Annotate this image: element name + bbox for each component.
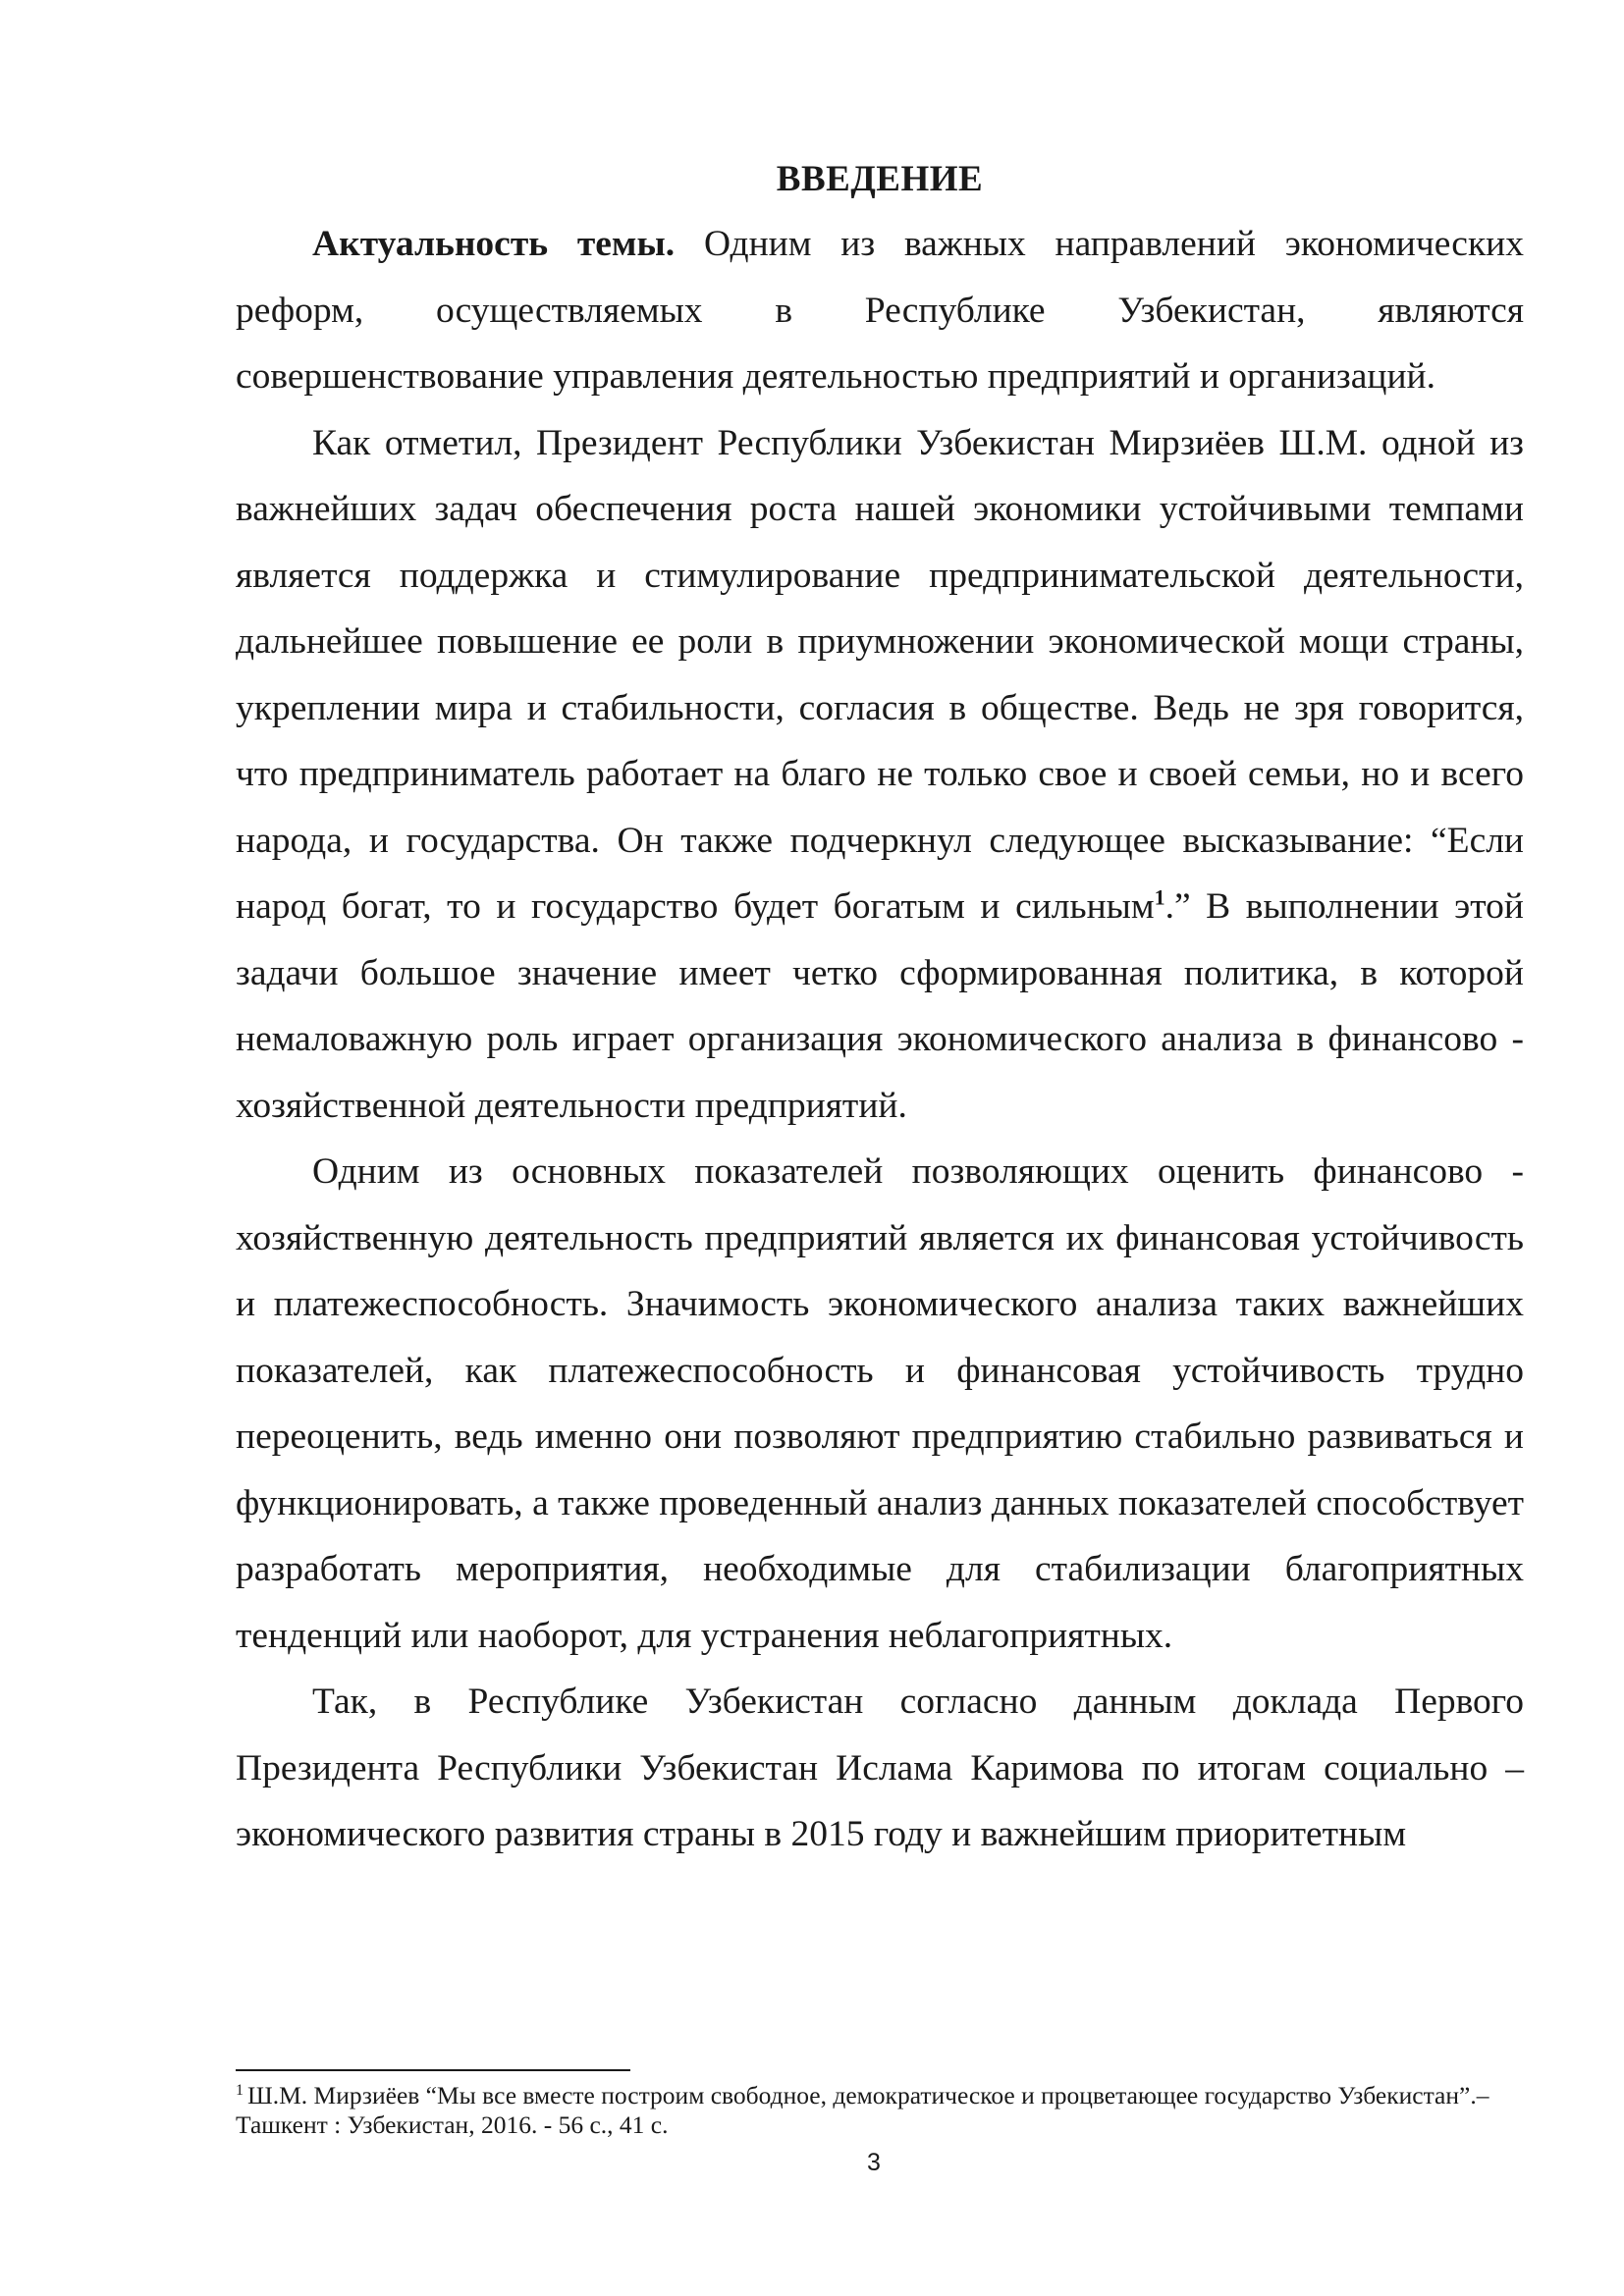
footnote-text: Ш.М. Мирзиёев “Мы все вместе построим свободное, демократическое и процветающее государство Узбекистан”.– Ташкент : Узбекистан, 2016. - 56 с., 41 с. [236,2081,1489,2139]
paragraph-president-quote [236,410,1524,1140]
paragraph-relevance [236,211,1524,410]
section-heading: ВВЕДЕНИЕ [776,159,984,199]
paragraph-indicators: Одним из основных показателей позволяющих оценить финансово - хозяйственную деятельность предприятий является их финансовая устойчивость и платежеспособность. Значимость экономического анализа таких важнейших показателей, как платежеспособность и финансовая устойчивость трудно переоценить, ведь именно они позволяют предприятию стабильно развиваться и функционировать, а также проведенный анализ данных показателей способствует разработать мероприятия, необходимые для стабилизации благоприятных тенденций или наоборот, для устранения неблагоприятных. [236,1151,1524,1656]
footnote-reference[interactable]: 1 [1154,884,1165,910]
paragraph-text-continued: .” В выполнении этой задачи большое значение имеет четко сформированная политика, в которой немаловажную роль играет организация экономического анализа в финансово - хозяйственной деятельности предприятий. [236,886,1524,1126]
paragraph-republic-report: Так, в Республике Узбекистан согласно данным доклада Первого Президента Республики Узбекистан Ислама Каримова по итогам социально – экономического развития страны в 2015 году и важнейшим приоритетным [236,1682,1524,1854]
footnote-separator [236,2069,630,2071]
page-number: 3 [867,2149,881,2176]
paragraph-text: Как отметил, Президент Республики Узбекистан Мирзиёев Ш.М. одной из важнейших задач обеспечения роста нашей экономики устойчивыми темпами является поддержка и стимулирование предпринимательской деятельности, дальнейшее повышение ее роли в приумножении экономической мощи страны, укреплении мира и стабильности, согласия в обществе. Ведь не зря говорится, что предприниматель работает на благо не только свое и своей семьи, но и всего народа, и государства. Он также подчеркнул следующее высказывание: “Если народ богат, то и государство будет богатым и сильным [236,422,1524,927]
footnote [236,2081,1524,2140]
page-body [236,152,1524,1868]
footnote-mark: 1 [236,2081,244,2099]
paragraph-text: Одним из важных направлений экономических реформ, осуществляемых в Республике Узбекистан, являются совершенствование управления деятельностью предприятий и организаций. [236,224,1524,397]
paragraph-lead: Актуальность темы. [312,224,676,264]
